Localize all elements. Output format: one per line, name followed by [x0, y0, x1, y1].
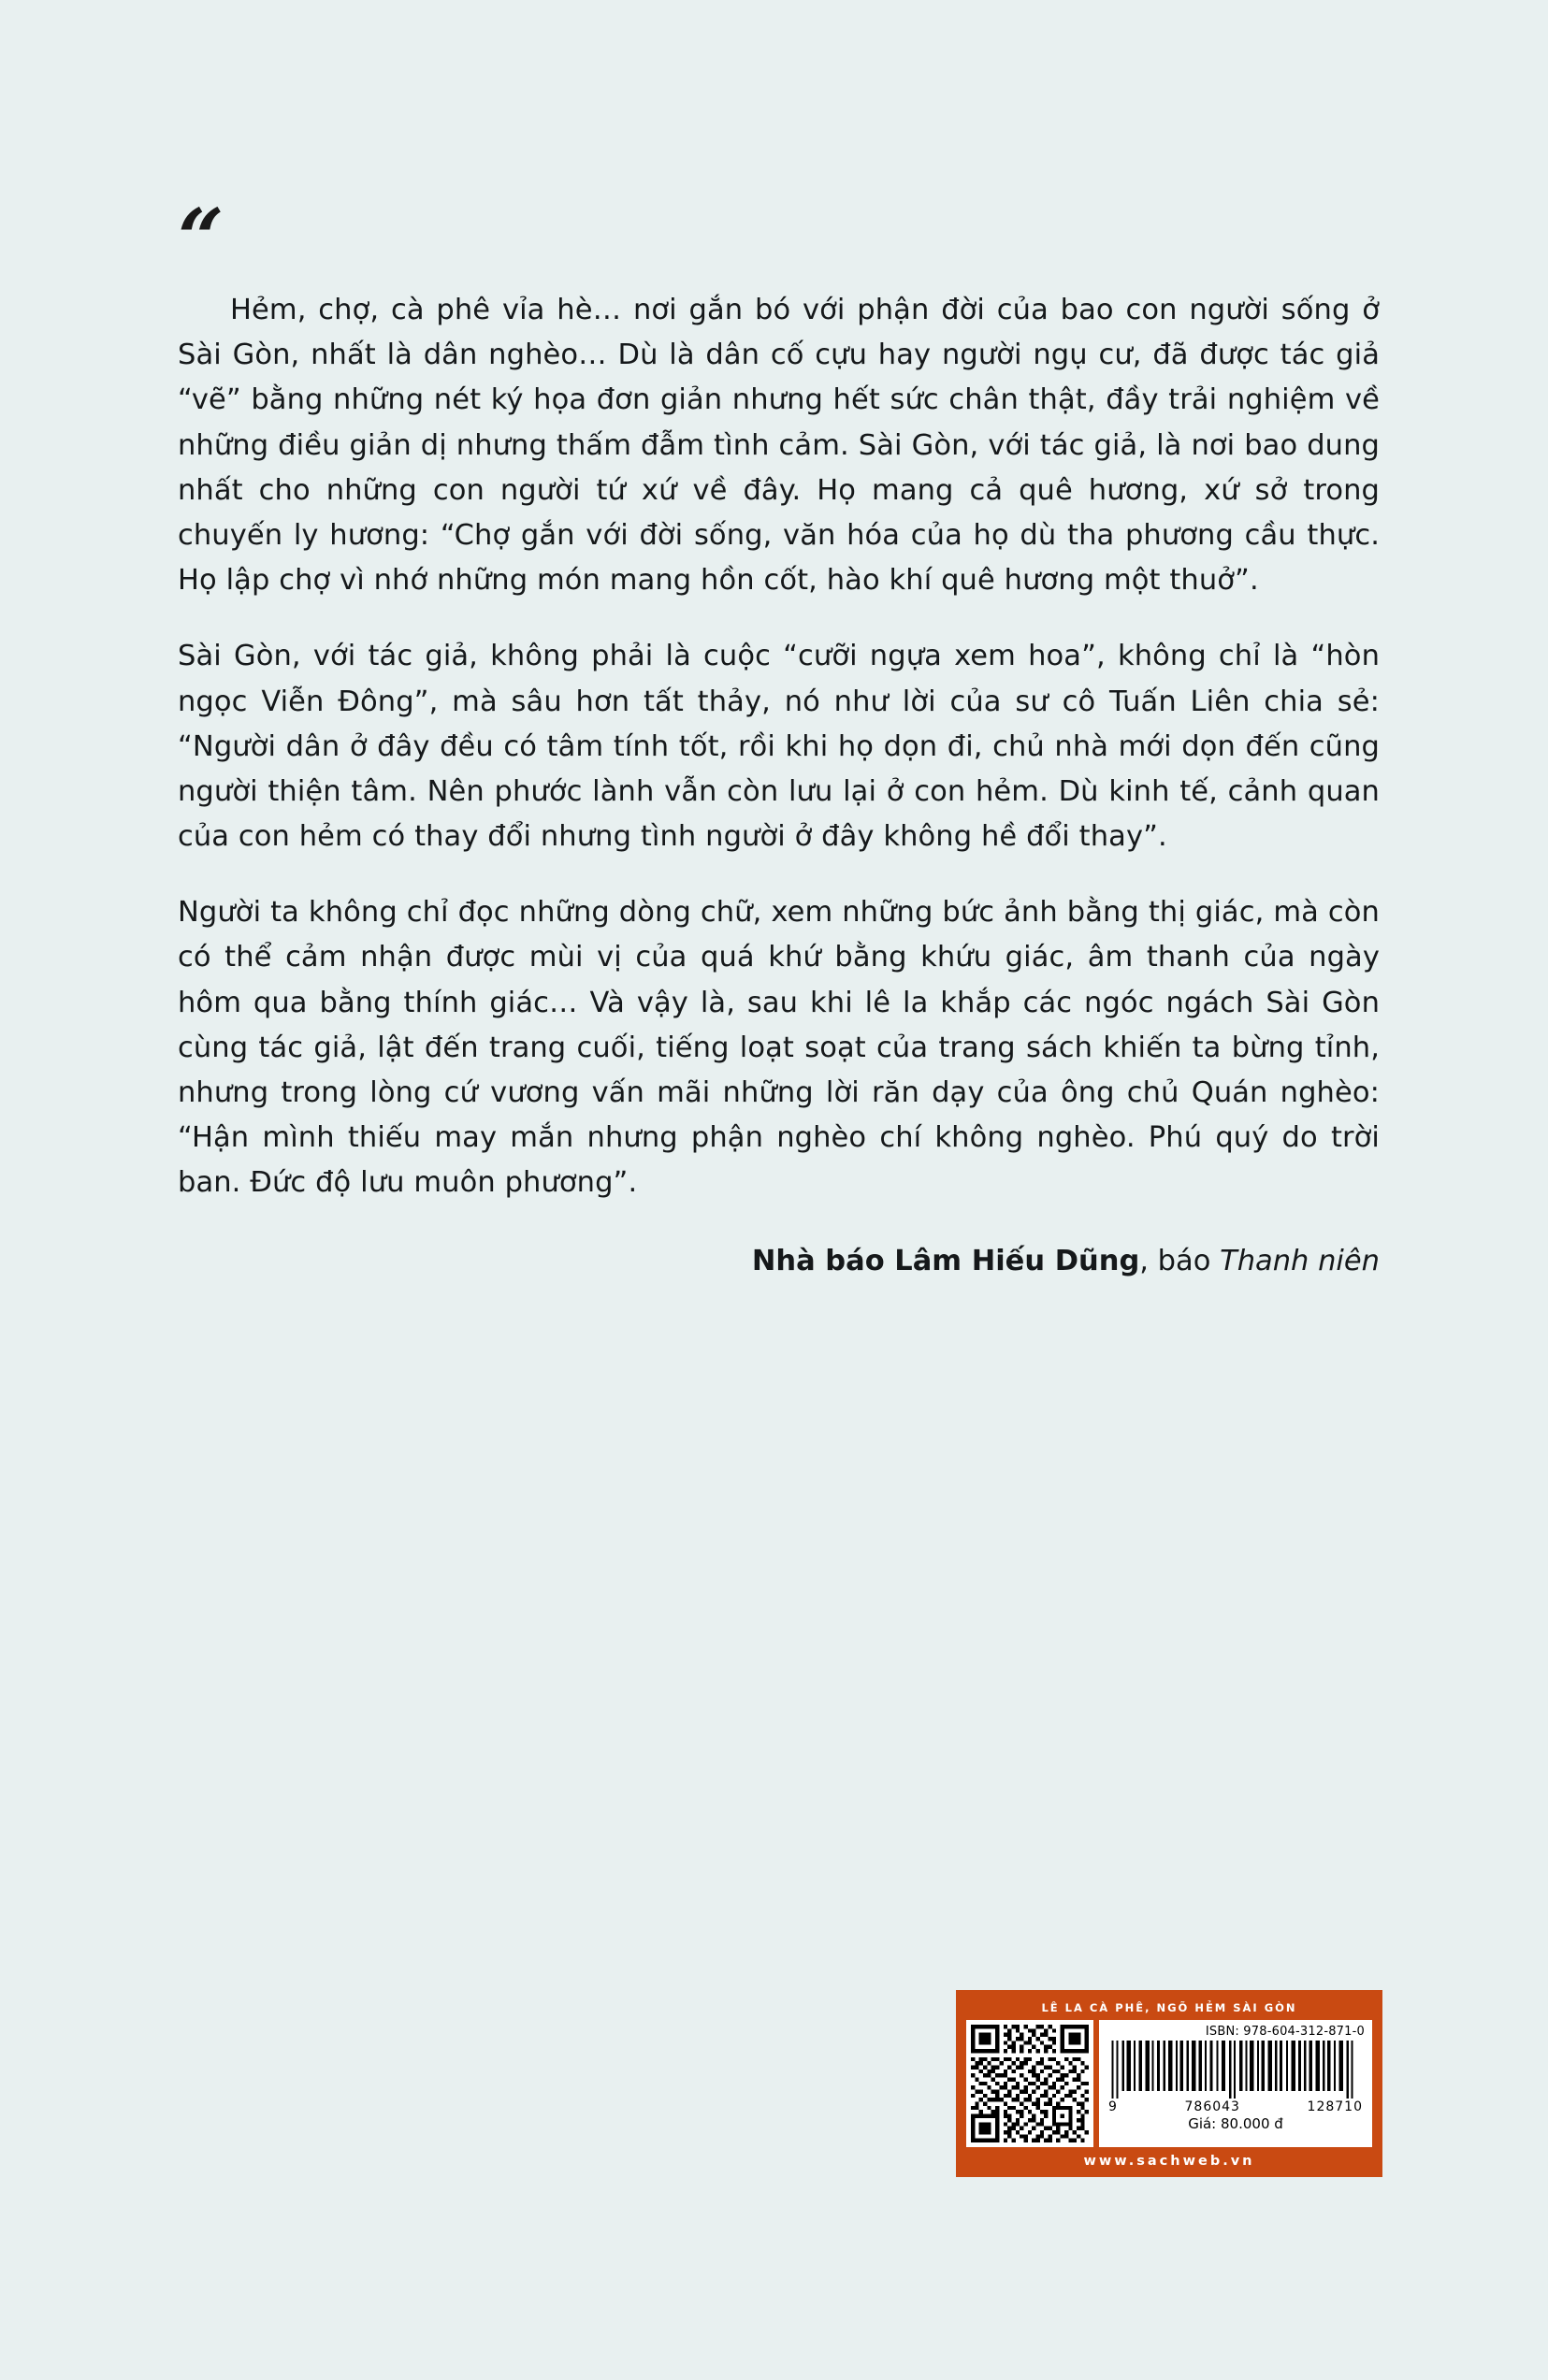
barcode-book-title: LÊ LA CÀ PHÊ, NGÕ HẺM SÀI GÒN: [1041, 2001, 1297, 2014]
ean13-barcode-icon: [1107, 2041, 1365, 2099]
ean-group-2: 128710: [1307, 2099, 1363, 2114]
blurb-container: [178, 192, 1380, 1282]
barcode-body: [966, 2020, 1372, 2147]
qr-code-container: [966, 2020, 1093, 2147]
credit-author: Nhà báo Lâm Hiếu Dũng: [751, 1244, 1140, 1277]
isbn-barcode-container: [1099, 2020, 1372, 2147]
price-text: Giá: 80.000 đ: [1188, 2115, 1283, 2132]
blurb-paragraph-3: Người ta không chỉ đọc những dòng chữ, xem những bức ảnh bằng thị giác, mà còn có thể cảm nhận được mùi vị của quá khứ bằng khứu giác, âm thanh của ngày hôm qua bằng thính giác… Và vậy là, sau khi lê la khắp các ngóc ngách Sài Gòn cùng tác giả, lật đến trang cuối, tiếng loạt soạt của trang sách khiến ta bừng tỉnh, nhưng trong lòng cứ vương vấn mãi những lời răn dạy của ông chủ Quán nghèo: “Hận mình thiếu may mắn nhưng phận nghèo chí không nghèo. Phú quý do trời ban. Đức độ lưu muôn phương”.: [178, 896, 1380, 1200]
credit-publication: Thanh niên: [1220, 1244, 1380, 1277]
ean-left-digit: 9: [1108, 2099, 1118, 2114]
ean-group-1: 786043: [1184, 2099, 1240, 2114]
isbn-text: ISBN: 978-604-312-871-0: [1205, 2025, 1365, 2039]
barcode-block: [956, 1990, 1382, 2177]
opening-quote-mark: “: [178, 192, 219, 286]
blurb-paragraph-1: Hẻm, chợ, cà phê vỉa hè… nơi gắn bó với phận đời của bao con người sống ở Sài Gòn, nhất là dân nghèo… Dù là dân cố cựu hay người ngụ cư, đã được tác giả “vẽ” bằng những nét ký họa đơn giản nhưng hết sức chân thật, đầy trải nghiệm về những điều giản dị nhưng thấm đẫm tình cảm. Sài Gòn, với tác giả, là nơi bao dung nhất cho những con người tứ xứ về đây. Họ mang cả quê hương, xứ sở trong chuyến ly hương: “Chợ gắn với đời sống, văn hóa của họ dù tha phương cầu thực. Họ lập chợ vì nhớ những món mang hồn cốt, hào khí quê hương một thuở”.: [178, 294, 1380, 598]
qr-code-icon: [971, 2025, 1089, 2142]
blurb-credit: [178, 1240, 1380, 1283]
publisher-website[interactable]: www.sachweb.vn: [1083, 2154, 1255, 2169]
ean13-digits: [1107, 2099, 1365, 2114]
blurb-paragraph-2: Sài Gòn, với tác giả, không phải là cuộc “cưỡi ngựa xem hoa”, không chỉ là “hòn ngọc Viễn Đông”, mà sâu hơn tất thảy, nó như lời của sư cô Tuấn Liên chia sẻ: “Người dân ở đây đều có tâm tính tốt, rồi khi họ dọn đi, chủ nhà mới dọn đến cũng người thiện tâm. Nên phước lành vẫn còn lưu lại ở con hẻm. Dù kinh tế, cảnh quan của con hẻm có thay đổi nhưng tình người ở đây không hề đổi thay”.: [178, 640, 1380, 854]
credit-publication-prefix: , báo: [1139, 1244, 1221, 1277]
